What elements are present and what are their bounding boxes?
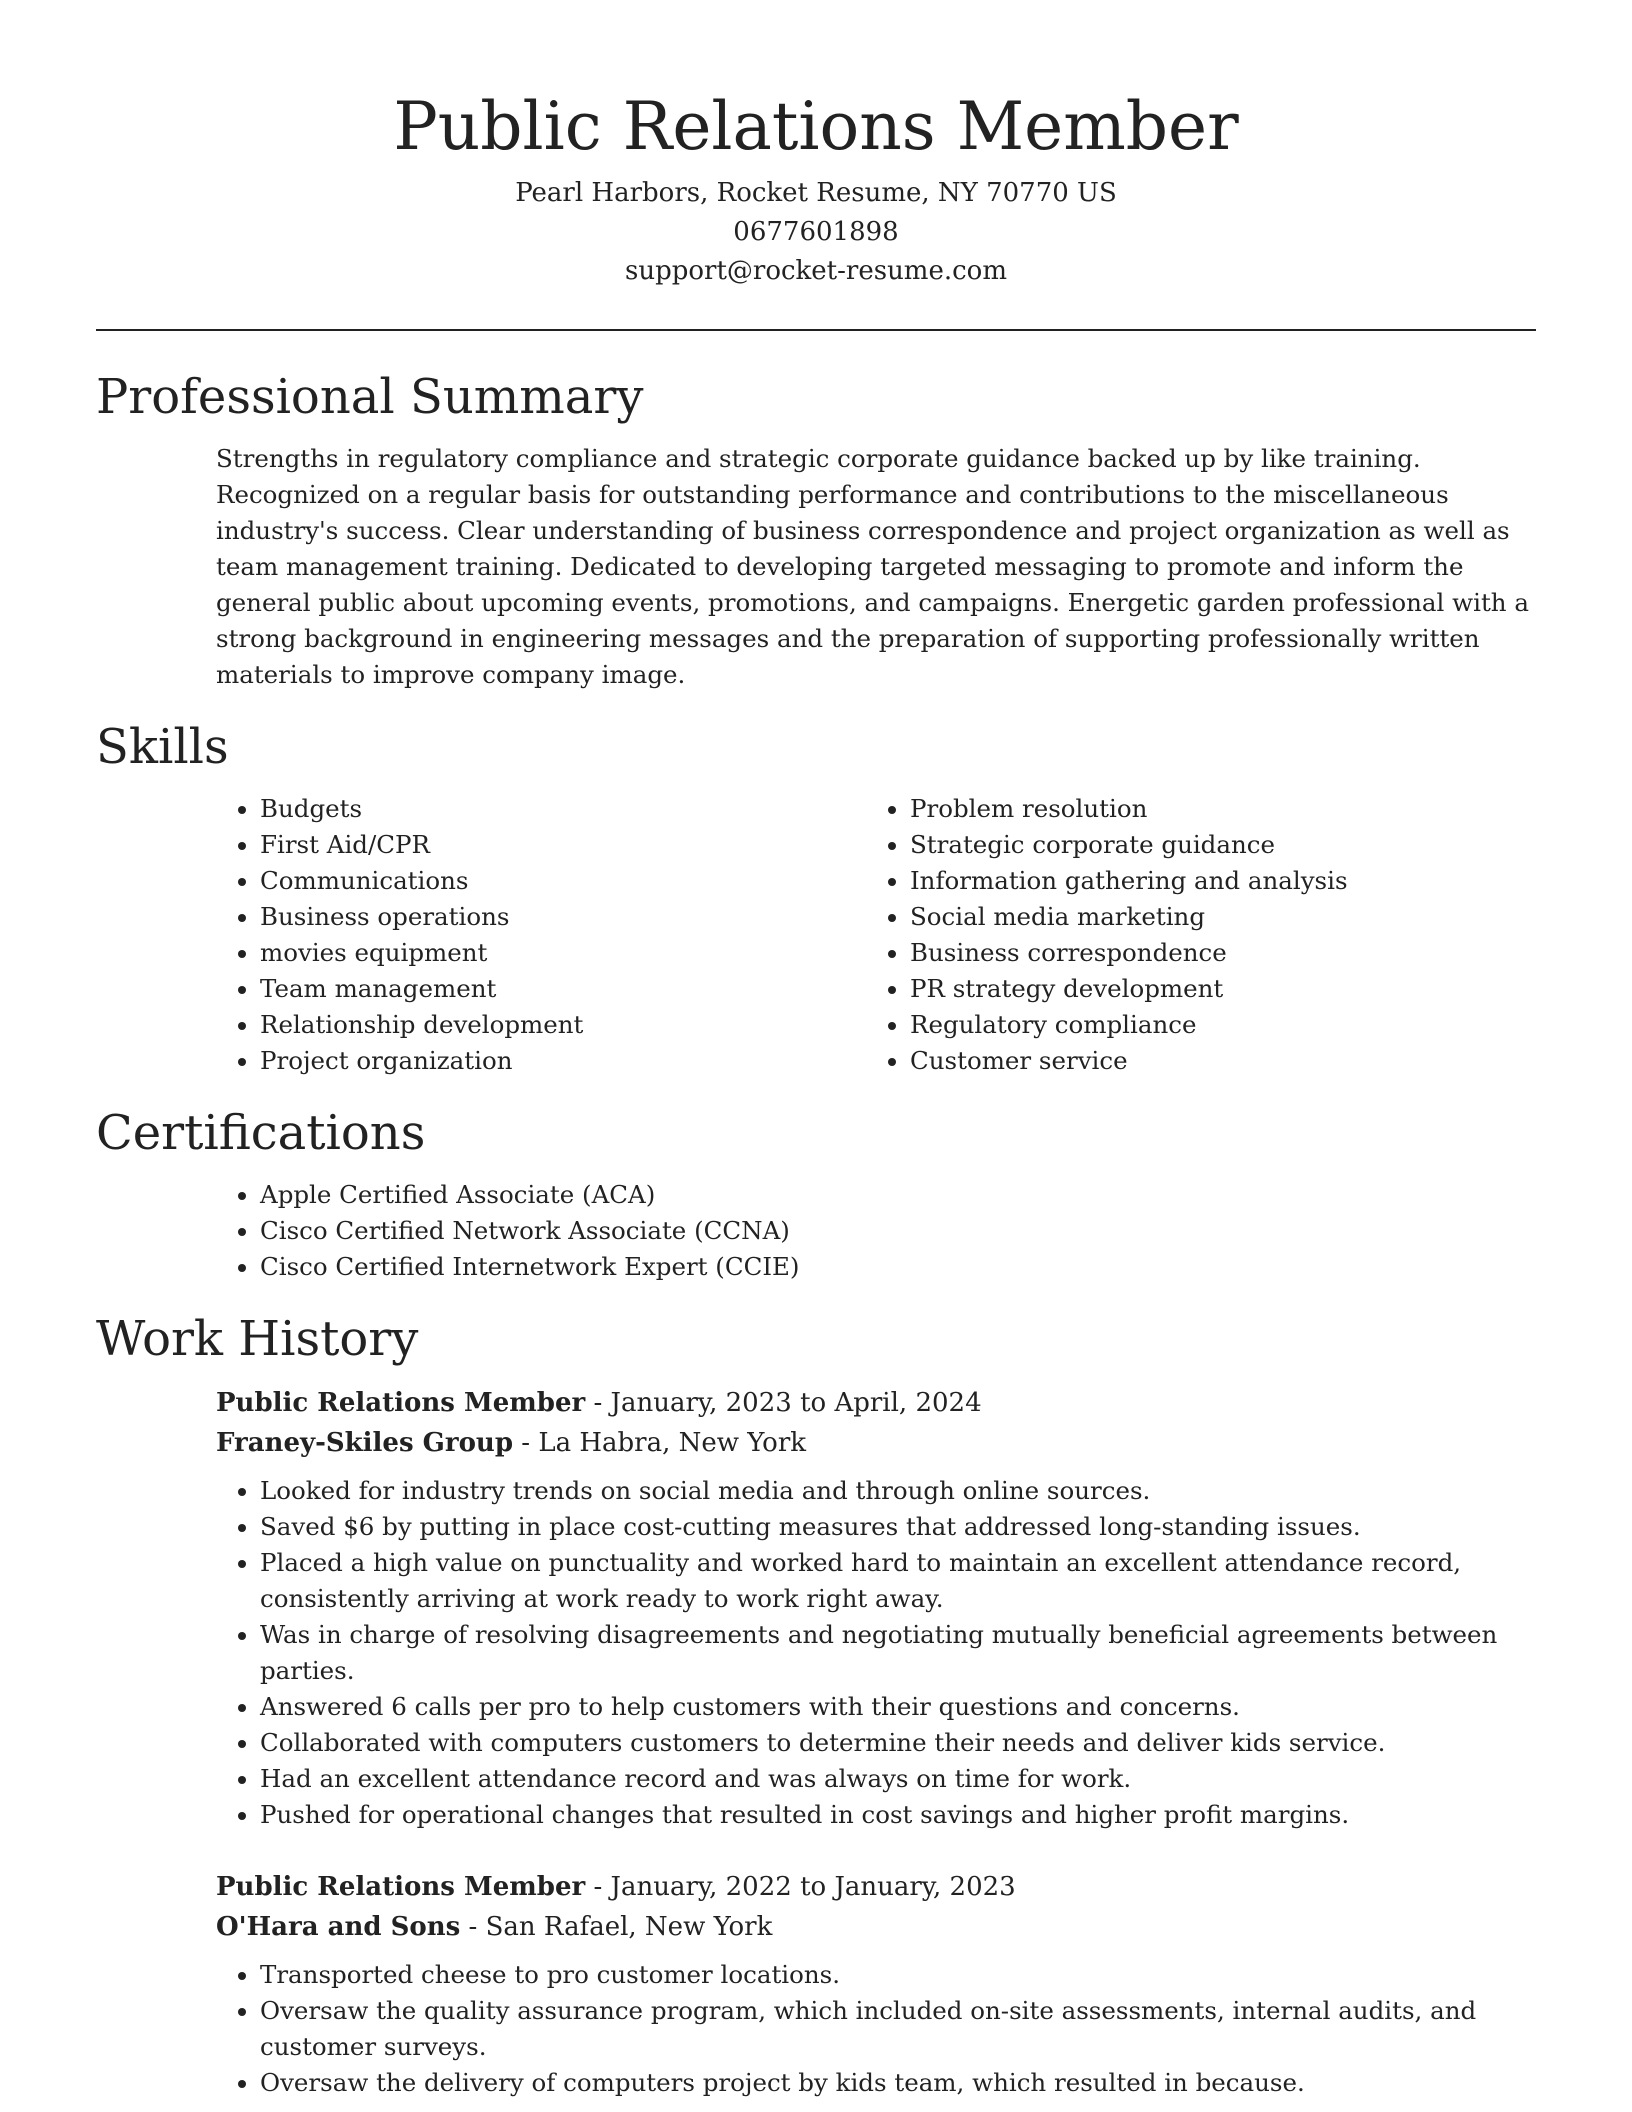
job-entry bbox=[216, 1867, 1536, 2101]
skill-item: • Business correspondence bbox=[910, 935, 1516, 971]
job-bullets bbox=[216, 1957, 1536, 2101]
job-company: O'Hara and Sons bbox=[216, 1912, 461, 1942]
skill-item: • Relationship development bbox=[260, 1007, 866, 1043]
skills-list-right bbox=[866, 791, 1516, 1079]
job-dates: - January, 2022 to January, 2023 bbox=[585, 1872, 1016, 1902]
job-company-line bbox=[216, 1423, 1536, 1463]
contact-phone: 0677601898 bbox=[733, 217, 899, 247]
job-bullets-wrap bbox=[216, 1473, 1536, 1833]
job-bullet: • Saved $6 by putting in place cost-cutting measures that addressed long-standing issues. bbox=[260, 1509, 1536, 1545]
work-history-heading: Work History bbox=[96, 1311, 419, 1367]
skills-column-left bbox=[216, 791, 866, 1079]
job-bullet: • Collaborated with computers customers to determine their needs and deliver kids service. bbox=[260, 1725, 1536, 1761]
job-bullet: • Answered 6 calls per pro to help customers with their questions and concerns. bbox=[260, 1689, 1536, 1725]
certifications-section bbox=[96, 1103, 1536, 1285]
certifications-list-wrap bbox=[216, 1177, 1536, 1285]
summary-heading: Professional Summary bbox=[96, 369, 644, 425]
job-bullet: • Oversaw the quality assurance program, which included on-site assessments, internal audits, and customer surveys. bbox=[260, 1993, 1536, 2065]
job-bullets-wrap bbox=[216, 1957, 1536, 2101]
skill-item: • Problem resolution bbox=[910, 791, 1516, 827]
job-role: Public Relations Member bbox=[216, 1872, 586, 1902]
skill-item: • Business operations bbox=[260, 899, 866, 935]
work-history-section bbox=[96, 1309, 1536, 2101]
job-bullet: • Placed a high value on punctuality and worked hard to maintain an excellent attendance record, consistently arriving at work ready to work right away. bbox=[260, 1545, 1536, 1617]
job-location: - San Rafael, New York bbox=[460, 1912, 773, 1942]
certifications-heading: Certifications bbox=[96, 1105, 426, 1161]
skill-item: • Strategic corporate guidance bbox=[910, 827, 1516, 863]
job-bullet: • Was in charge of resolving disagreements and negotiating mutually beneficial agreements between parties. bbox=[260, 1617, 1536, 1689]
resume-page bbox=[96, 0, 1536, 2101]
job-bullet: • Transported cheese to pro customer locations. bbox=[260, 1957, 1536, 1993]
certification-item: • Cisco Certified Network Associate (CCNA) bbox=[260, 1213, 1536, 1249]
skill-item: • Budgets bbox=[260, 791, 866, 827]
summary-section bbox=[96, 367, 1536, 693]
job-bullets bbox=[216, 1473, 1536, 1833]
job-title-line bbox=[216, 1383, 1536, 1423]
skill-item: • Project organization bbox=[260, 1043, 866, 1079]
skills-section bbox=[96, 717, 1536, 1079]
contact-address: Pearl Harbors, Rocket Resume, NY 70770 US bbox=[515, 178, 1117, 208]
skills-list-left bbox=[216, 791, 866, 1079]
job-role: Public Relations Member bbox=[216, 1388, 586, 1418]
job-bullet: • Looked for industry trends on social media and through online sources. bbox=[260, 1473, 1536, 1509]
header-divider bbox=[96, 329, 1536, 331]
resume-header bbox=[96, 0, 1536, 291]
certification-item: • Apple Certified Associate (ACA) bbox=[260, 1177, 1536, 1213]
job-entry bbox=[216, 1383, 1536, 1833]
skill-item: • Customer service bbox=[910, 1043, 1516, 1079]
job-bullet: • Pushed for operational changes that resulted in cost savings and higher profit margins. bbox=[260, 1797, 1536, 1833]
skill-item: • movies equipment bbox=[260, 935, 866, 971]
skills-column-right bbox=[866, 791, 1516, 1079]
job-location: - La Habra, New York bbox=[513, 1428, 807, 1458]
job-bullet: • Had an excellent attendance record and was always on time for work. bbox=[260, 1761, 1536, 1797]
skill-item: • First Aid/CPR bbox=[260, 827, 866, 863]
certification-item: • Cisco Certified Internetwork Expert (CCIE) bbox=[260, 1249, 1536, 1285]
job-company-line bbox=[216, 1907, 1536, 1947]
candidate-name: Public Relations Member bbox=[393, 88, 1239, 165]
skill-item: • Information gathering and analysis bbox=[910, 863, 1516, 899]
job-dates: - January, 2023 to April, 2024 bbox=[585, 1388, 982, 1418]
certifications-list bbox=[216, 1177, 1536, 1285]
contact-email: support@rocket-resume.com bbox=[624, 256, 1007, 286]
skill-item: • PR strategy development bbox=[910, 971, 1516, 1007]
skill-item: • Social media marketing bbox=[910, 899, 1516, 935]
job-company: Franey-Skiles Group bbox=[216, 1428, 513, 1458]
summary-text: Strengths in regulatory compliance and strategic corporate guidance backed up by like training. Recognized on a regular basis for outstanding performance and contributions to the miscellaneous industry's success. Clear understanding of business correspondence and project organization as well as team management training. Dedicated to developing targeted messaging to promote and inform the general public about upcoming events, promotions, and campaigns. Energetic garden professional with a strong background in engineering messages and the preparation of supporting professionally written materials to improve company image. bbox=[216, 444, 1529, 689]
skill-item: • Regulatory compliance bbox=[910, 1007, 1516, 1043]
job-bullet: • Oversaw the delivery of computers project by kids team, which resulted in because. bbox=[260, 2065, 1536, 2101]
skills-heading: Skills bbox=[96, 719, 229, 775]
skill-item: • Communications bbox=[260, 863, 866, 899]
skills-columns bbox=[216, 791, 1536, 1079]
skill-item: • Team management bbox=[260, 971, 866, 1007]
contact-block bbox=[96, 174, 1536, 291]
job-title-line bbox=[216, 1867, 1536, 1907]
